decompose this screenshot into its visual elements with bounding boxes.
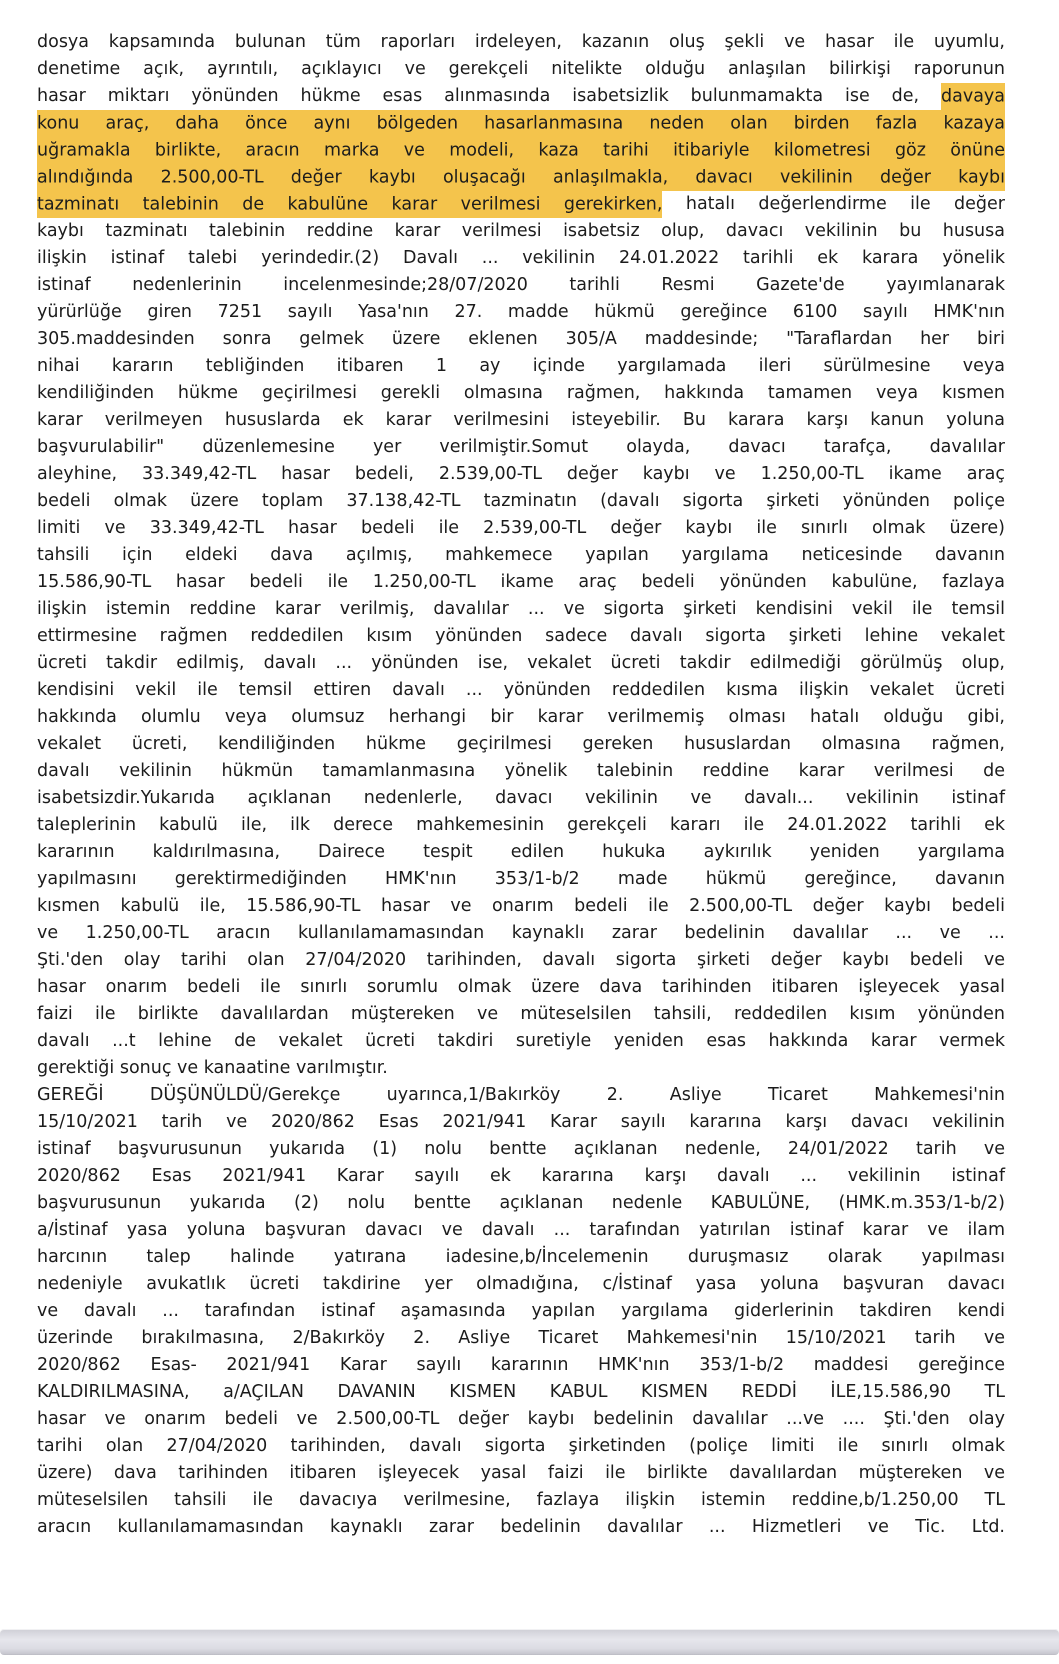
text-line (37, 488, 1005, 515)
text-line (37, 1514, 1005, 1541)
text-line (37, 947, 1005, 974)
text-line (37, 83, 1005, 110)
text-line (37, 542, 1005, 569)
highlighted-text: uğramakla birlikte, aracın marka ve modeli, kaza tarihi itibariyle kilometresi göz önüne (37, 137, 1005, 164)
text-line (37, 1055, 1005, 1082)
text-line (37, 353, 1005, 380)
text-line (37, 407, 1005, 434)
highlighted-text: konu araç, daha önce aynı bölgeden hasarlanmasına neden olan birden fazla kazaya (37, 110, 1005, 137)
text-segment: bedeli olmak üzere toplam 37.138,42-TL tazminatın (davalı sigorta şirketi yönünden poliçe (37, 491, 1005, 511)
text-segment: ücreti takdir edilmiş, davalı ... yönünden ise, vekalet ücreti takdir edilmediği görülmüş olup, (37, 653, 1005, 673)
text-segment: faizi ile birlikte davalılardan müştereken ve müteselsilen tahsili, reddedilen kısım yönünden (37, 1004, 1005, 1024)
text-segment: başvurusunun yukarıda (2) nolu bentte açıklanan nedenle KABULÜNE, (HMK.m.353/1-b/2) (37, 1193, 1005, 1213)
text-line (37, 326, 1005, 353)
text-line (37, 137, 1005, 164)
text-segment: davalı vekilinin hükmün tamamlanmasına yönelik talebinin reddine karar verilmesi de (37, 761, 1005, 781)
text-segment: taleplerinin kabulü ile, ilk derece mahkemesinin gerekçeli kararı ile 24.01.2022 tarihli ek (37, 815, 1005, 835)
text-line (37, 677, 1005, 704)
text-segment: 15.586,90-TL hasar bedeli ile 1.250,00-TL ikame araç bedeli yönünden kabulüne, fazlaya (37, 572, 1005, 592)
horizontal-scrollbar[interactable] (0, 1629, 1059, 1655)
text-line (37, 56, 1005, 83)
text-segment: ve davalı ... tarafından istinaf aşamasında yapılan yargılama giderlerinin takdiren kendi (37, 1301, 1005, 1321)
text-segment: tarihi olan 27/04/2020 tarihinden, davalı sigorta şirketinden (poliçe limiti ile sınırlı olmak (37, 1436, 1005, 1456)
text-segment: kendiliğinden hükme geçirilmesi gerekli olmasına rağmen, hakkında tamamen veya kısmen (37, 383, 1005, 403)
text-line (37, 218, 1005, 245)
text-line (37, 650, 1005, 677)
text-segment: kısmen kabulü ile, 15.586,90-TL hasar ve onarım bedeli ile 2.500,00-TL değer kaybı bedeli (37, 896, 1005, 916)
text-segment: nedeniyle avukatlık ücreti takdirine yer olmadığına, c/İstinaf yasa yoluna başvuran davacı (37, 1274, 1005, 1294)
text-line (37, 1298, 1005, 1325)
text-segment: GEREĞİ DÜŞÜNÜLDÜ/Gerekçe uyarınca,1/Bakırköy 2. Asliye Ticaret Mahkemesi'nin (37, 1085, 1005, 1105)
text-segment: denetime açık, ayrıntılı, açıklayıcı ve gerekçeli nitelikte olduğu anlaşılan bilirkişi raporunun (37, 59, 1005, 79)
text-line (37, 299, 1005, 326)
text-line (37, 1406, 1005, 1433)
text-segment: yürürlüğe giren 7251 sayılı Yasa'nın 27. madde hükmü gereğince 6100 sayılı HMK'nın (37, 302, 1005, 322)
text-segment: başvurulabilir" düzenlemesine yer verilmiştir.Somut olayda, davacı tarafça, davalılar (37, 437, 1005, 457)
text-segment: vekalet ücreti, kendiliğinden hükme geçirilmesi gereken hususlardan olmasına rağmen, (37, 734, 1005, 754)
text-line (37, 785, 1005, 812)
text-line (37, 191, 1005, 218)
text-line (37, 1028, 1005, 1055)
text-segment: KALDIRILMASINA, a/AÇILAN DAVANIN KISMEN KABUL KISMEN REDDİ İLE,15.586,90 TL (37, 1382, 1005, 1402)
text-line (37, 920, 1005, 947)
text-segment: istinaf başvurusunun yukarıda (1) nolu bentte açıklanan nedenle, 24/01/2022 tarih ve (37, 1139, 1005, 1159)
text-line (37, 1217, 1005, 1244)
text-line (37, 1460, 1005, 1487)
text-segment: nihai kararın tebliğinden itibaren 1 ay içinde yargılamada ileri sürülmesine veya (37, 356, 1005, 376)
text-line (37, 839, 1005, 866)
text-segment: müteselsilen tahsili ile davacıya verilmesine, fazlaya ilişkin istemin reddine,b/1.250,00 TL (37, 1490, 1005, 1510)
text-segment: üzerinde bırakılmasına, 2/Bakırköy 2. Asliye Ticaret Mahkemesi'nin 15/10/2021 tarih ve (37, 1328, 1005, 1348)
highlighted-text: alındığında 2.500,00-TL değer kaybı oluşacağı anlaşılmakla, davacı vekilinin değer kaybı (37, 164, 1005, 191)
text-line (37, 29, 1005, 56)
text-segment: 2020/862 Esas- 2021/941 Karar sayılı kararının HMK'nın 353/1-b/2 maddesi gereğince (37, 1355, 1005, 1375)
text-segment: 305.maddesinden sonra gelmek üzere eklenen 305/A maddesinde; "Taraflardan her biri (37, 329, 1005, 349)
text-line (37, 1325, 1005, 1352)
text-segment: aleyhine, 33.349,42-TL hasar bedeli, 2.539,00-TL değer kaybı ve 1.250,00-TL ikame araç (37, 464, 1005, 484)
text-segment: hatalı değerlendirme ile değer (662, 194, 1005, 214)
text-segment: ilişkin istinaf talebi yerindedir.(2) Davalı ... vekilinin 24.01.2022 tarihli ek karara yönelik (37, 248, 1005, 268)
text-segment: limiti ve 33.349,42-TL hasar bedeli ile 2.539,00-TL değer kaybı ile sınırlı olmak üzere) (37, 518, 1005, 538)
text-line (37, 380, 1005, 407)
text-line (37, 245, 1005, 272)
text-line (37, 110, 1005, 137)
text-line (37, 569, 1005, 596)
text-line (37, 1433, 1005, 1460)
text-segment: gerektiği sonuç ve kanaatine varılmıştır. (37, 1058, 388, 1078)
text-segment: Şti.'den olay tarihi olan 27/04/2020 tarihinden, davalı sigorta şirketi değer kaybı bedeli ve (37, 950, 1005, 970)
text-line (37, 1379, 1005, 1406)
text-segment: ve 1.250,00-TL aracın kullanılamamasından kaynaklı zarar bedelinin davalılar ... ve ... (37, 923, 1005, 943)
text-line (37, 1190, 1005, 1217)
text-line (37, 974, 1005, 1001)
text-segment: a/İstinaf yasa yoluna başvuran davacı ve davalı ... tarafından yatırılan istinaf karar ve ilam (37, 1220, 1005, 1240)
text-segment: kendisini vekil ile temsil ettiren davalı ... yönünden reddedilen kısma ilişkin vekalet ücreti (37, 680, 1005, 700)
text-line (37, 596, 1005, 623)
highlighted-text: tazminatı talebinin de kabulüne karar verilmesi gerekirken, (37, 191, 662, 218)
text-segment: yapılmasını gerektirmediğinden HMK'nın 353/1-b/2 made hükmü gereğince, davanın (37, 869, 1005, 889)
text-segment: aracın kullanılamamasından kaynaklı zarar bedelinin davalılar ... Hizmetleri ve Tic. Ltd. (37, 1517, 1005, 1537)
text-segment: 15/10/2021 tarih ve 2020/862 Esas 2021/941 Karar sayılı kararına karşı davacı vekilinin (37, 1112, 1005, 1132)
text-segment: ettirmesine rağmen reddedilen kısım yönünden sadece davalı sigorta şirketi lehine vekalet (37, 626, 1005, 646)
text-segment: dosya kapsamında bulunan tüm raporları irdeleyen, kazanın oluş şekli ve hasar ile uyumlu, (37, 32, 1005, 52)
text-segment: harcının talep halinde yatırana iadesine,b/İncelemenin duruşmasız olarak yapılması (37, 1247, 1005, 1267)
text-line (37, 434, 1005, 461)
highlighted-text: davaya (941, 83, 1005, 110)
text-segment: ilişkin istemin reddine karar verilmiş, davalılar ... ve sigorta şirketi kendisini vekil ile temsil (37, 599, 1005, 619)
text-line (37, 623, 1005, 650)
text-line (37, 866, 1005, 893)
text-line (37, 1082, 1005, 1109)
text-segment: hasar onarım bedeli ile sınırlı sorumlu olmak üzere dava tarihinden itibaren işleyecek yasal (37, 977, 1005, 997)
text-line (37, 893, 1005, 920)
text-line (37, 1163, 1005, 1190)
text-segment: hakkında olumlu veya olumsuz herhangi bir karar verilmemiş olması hatalı olduğu gibi, (37, 707, 1005, 727)
text-line (37, 1136, 1005, 1163)
text-line (37, 1487, 1005, 1514)
text-line (37, 704, 1005, 731)
text-segment: kaybı tazminatı talebinin reddine karar verilmesi isabetsiz olup, davacı vekilinin bu hususa (37, 221, 1005, 241)
text-line (37, 1352, 1005, 1379)
text-line (37, 1001, 1005, 1028)
text-segment: kararının kaldırılmasına, Dairece tespit edilen hukuka aykırılık yeniden yargılama (37, 842, 1005, 862)
text-segment: davalı ...t lehine de vekalet ücreti takdiri suretiyle yeniden esas hakkında karar vermek (37, 1031, 1005, 1051)
text-segment: üzere) dava tarihinden itibaren işleyecek yasal faizi ile birlikte davalılardan müştereken ve (37, 1463, 1005, 1483)
text-segment: 2020/862 Esas 2021/941 Karar sayılı ek kararına karşı davalı ... vekilinin istinaf (37, 1166, 1005, 1186)
text-segment: hasar ve onarım bedeli ve 2.500,00-TL değer kaybı bedelinin davalılar ...ve .... Şti.'den olay (37, 1409, 1005, 1429)
text-line (37, 1271, 1005, 1298)
text-segment: karar verilmeyen hususlarda ek karar verilmesini isteyebilir. Bu karara karşı kanun yoluna (37, 410, 1005, 430)
text-line (37, 461, 1005, 488)
text-line (37, 272, 1005, 299)
text-segment: isabetsizdir.Yukarıda açıklanan nedenlerle, davacı vekilinin ve davalı... vekilinin istinaf (37, 788, 1005, 808)
document-text (37, 29, 1005, 1541)
text-line (37, 812, 1005, 839)
text-segment: tahsili için eldeki dava açılmış, mahkemece yapılan yargılama neticesinde davanın (37, 545, 1005, 565)
text-line (37, 758, 1005, 785)
text-line (37, 731, 1005, 758)
text-line (37, 515, 1005, 542)
text-line (37, 1109, 1005, 1136)
text-line (37, 1244, 1005, 1271)
text-line (37, 164, 1005, 191)
text-segment: hasar miktarı yönünden hükme esas alınmasında isabetsizlik bulunmamakta ise de, (37, 86, 941, 106)
text-segment: istinaf nedenlerinin incelenmesinde;28/07/2020 tarihli Resmi Gazete'de yayımlanarak (37, 275, 1005, 295)
